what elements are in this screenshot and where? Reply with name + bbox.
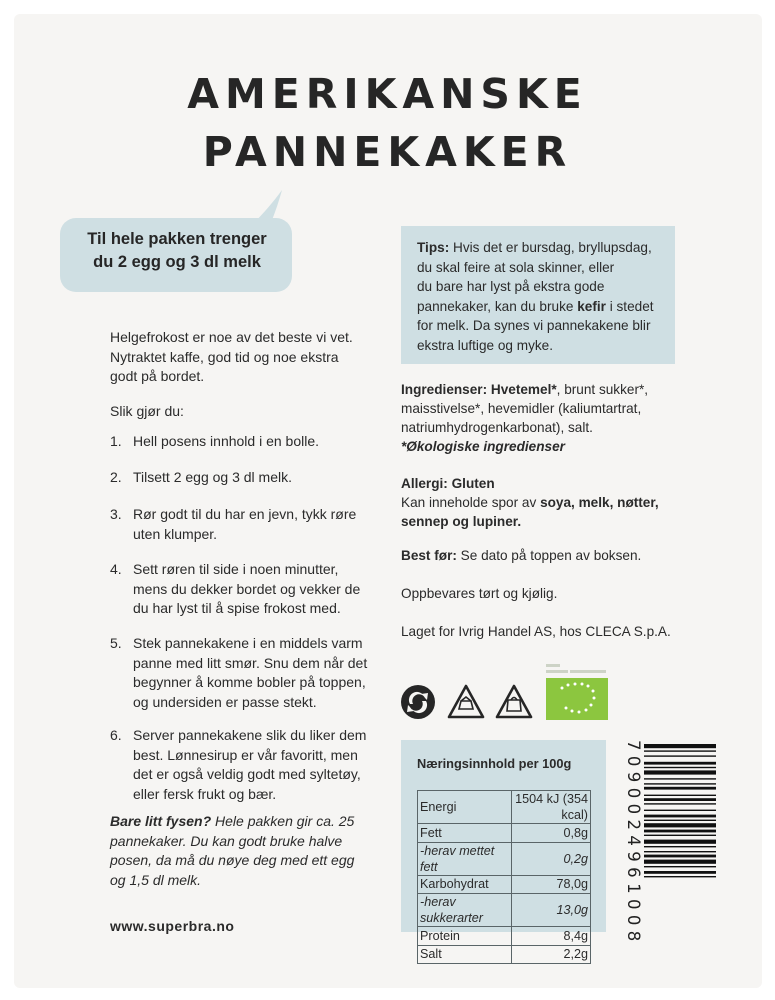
nutrition-heading: Næringsinnhold per 100g [417,756,572,771]
nutrition-value: 78,0g [511,875,590,894]
barcode-bar [644,810,716,811]
barcode-bar [644,840,716,844]
nutrition-value: 8,4g [511,927,590,946]
nutrition-value: 0,2g [511,842,590,875]
step-number: 4. [110,561,122,577]
barcode-bar [644,787,716,790]
eu-organic-leaf-icon [546,662,610,722]
nutrition-value: 13,0g [511,894,590,927]
barcode-bar [644,783,716,784]
allergy-line2-bold: soya, melk, nøtter, [540,495,659,510]
curious-bold: Bare litt fysen? [110,813,212,829]
step-number: 5. [110,635,122,651]
nutrition-label: Fett [418,824,512,843]
curious-line3: posen, da må du nøye deg med ett egg [110,852,355,868]
ingredients-organic-note: *Økologiske ingredienser [401,439,565,454]
nutrition-row [418,945,591,964]
step-line: mens du dekker bordet og vekker de [133,580,361,597]
product-title-line1: AMERIKANSKE [187,70,588,118]
website-url[interactable]: www.superbra.no [110,918,235,934]
nutrition-row [418,894,591,927]
step-line: Sett røren til side i noen minutter, [133,561,339,577]
nutrition-label: Karbohydrat [418,875,512,894]
howto-title: Slik gjør du: [110,403,184,419]
tips-line5: for melk. Da synes vi pannekakene blir [417,318,651,333]
nutrition-label: -herav mettet fett [418,842,512,875]
tips-line3: du bare har lyst på ekstra gode [417,279,605,294]
intro-line1: Helgefrokost er noe av det beste vi vet. [110,329,353,345]
nutrition-row [418,927,591,946]
tips-line2: du skal feire at sola skinner, eller [417,259,615,275]
barcode-bar [644,750,716,751]
barcode-bar [644,823,716,827]
barcode-bar [644,876,716,877]
barcode-bar [644,866,716,867]
barcode-bar [644,871,716,874]
allergy-line3: sennep og lupiner. [401,514,522,529]
allergy-line2-pre: Kan inneholde spor av [401,495,541,510]
step-line: det er også veldig godt med syltetøy, [133,766,361,782]
barcode-bar [644,830,716,833]
bubble-line1: Til hele pakken trenger [87,230,267,248]
allergy [401,474,701,531]
best-before-text: Se dato på toppen av boksen. [456,548,642,563]
curious-line1: Hele pakken gir ca. 25 [211,813,355,829]
step-line: Hell posens innhold i en bolle. [133,433,320,449]
barcode-digits: 7090024961008 [624,740,643,947]
step-number: 2. [110,469,122,485]
recycle-circle-icon [400,684,436,720]
step-line: Tilsett 2 egg og 3 dl melk. [133,469,293,485]
allergy-label: Allergi: Gluten [401,476,495,491]
curious-line4: og 1,5 dl melk. [110,871,202,888]
step-number: 1. [110,433,122,449]
nutrition-row [418,824,591,843]
barcode-bar [644,770,716,774]
nutrition-label: Protein [418,927,512,946]
barcode-bar [644,860,716,864]
nutrition-label: Salt [418,945,512,964]
ingredients-line3: natriumhydrogenkarbonat), salt. [401,420,593,435]
nutrition-row [418,842,591,875]
barcode-bar [644,744,716,748]
barcode-bar [644,820,716,821]
intro-text [110,328,372,387]
barcode-bar [644,835,716,836]
step-line: uten klumper. [133,525,218,542]
barcode [614,742,718,932]
best-before-label: Best før: [401,548,457,563]
nutrition-value: 2,2g [511,945,590,964]
barcode-bar [644,815,716,818]
step-line: Stek pannekakene i en middels varm [133,635,363,651]
ingredients [401,380,701,456]
nutrition-label: -herav sukkerarter [418,894,512,927]
made-for: Laget for Ivrig Handel AS, hos CLECA S.p.A. [401,624,671,639]
intro-line2: Nytraktet kaffe, god tid og noe ekstra [110,348,339,365]
recycle-triangle-bag-icon [494,683,534,721]
ingredients-line1: , brunt sukker*, [556,382,649,397]
nutrition-row [418,875,591,894]
step-number: 3. [110,506,122,522]
tips-line4-pre: pannekaker, kan du bruke [417,298,578,314]
storage-note: Oppbevares tørt og kjølig. [401,586,558,601]
bubble-line2: du 2 egg og 3 dl melk [93,253,261,271]
barcode-bar [644,851,716,852]
ingredients-label: Ingredienser: Hvetemel* [401,382,557,397]
step-line: og undersiden er passe stekt. [133,693,317,710]
step-line: eller fersk frukt og bær. [133,785,277,802]
nutrition-value: 0,8g [511,824,590,843]
barcode-bar [644,767,716,768]
nutrition-value: 1504 kJ (354 kcal) [511,791,590,824]
barcode-bar [644,846,716,847]
tips-kefir: kefir [577,298,606,314]
nutrition-label: Energi [418,791,512,824]
step-line: du har lyst til å spise frokost med. [133,600,341,616]
tips-line6: ekstra luftige og myke. [417,337,553,353]
step-line: panne med litt smør. Snu dem når det [133,654,368,671]
barcode-bar [644,778,716,779]
barcode-bar [644,755,716,756]
barcode-bar [644,762,716,765]
curious-note [110,812,380,890]
ingredients-line2: maisstivelse*, hevemidler (kaliumtartrat, [401,401,642,416]
best-before [401,546,701,565]
barcode-bar [644,803,716,804]
step-line: begynner å komme bobler på toppen, [133,674,366,690]
barcode-bar [644,795,716,796]
step-line: best. Lønnesirup er vår favoritt, men [133,746,358,763]
nutrition-table [417,790,591,964]
tips-label: Tips: [417,240,450,255]
tips-line1: Hvis det er bursdag, bryllupsdag, [449,240,652,255]
curious-line2: pannekaker. Du kan godt bruke halve [110,832,343,849]
step-number: 6. [110,727,122,743]
step-line: Rør godt til du har en jevn, tykk røre [133,506,357,522]
speech-bubble-text [62,228,292,274]
product-title-line2: PANNEKAKER [202,128,573,176]
tips-text [417,238,667,355]
intro-line3: godt på bordet. [110,368,205,384]
tips-line4-post: i stedet [605,298,654,314]
barcode-bar [644,798,716,801]
step-line: Server pannekakene slik du liker dem [133,727,367,743]
recycle-triangle-box-icon [446,683,486,721]
nutrition-row [418,791,591,824]
barcode-bar [644,855,716,858]
